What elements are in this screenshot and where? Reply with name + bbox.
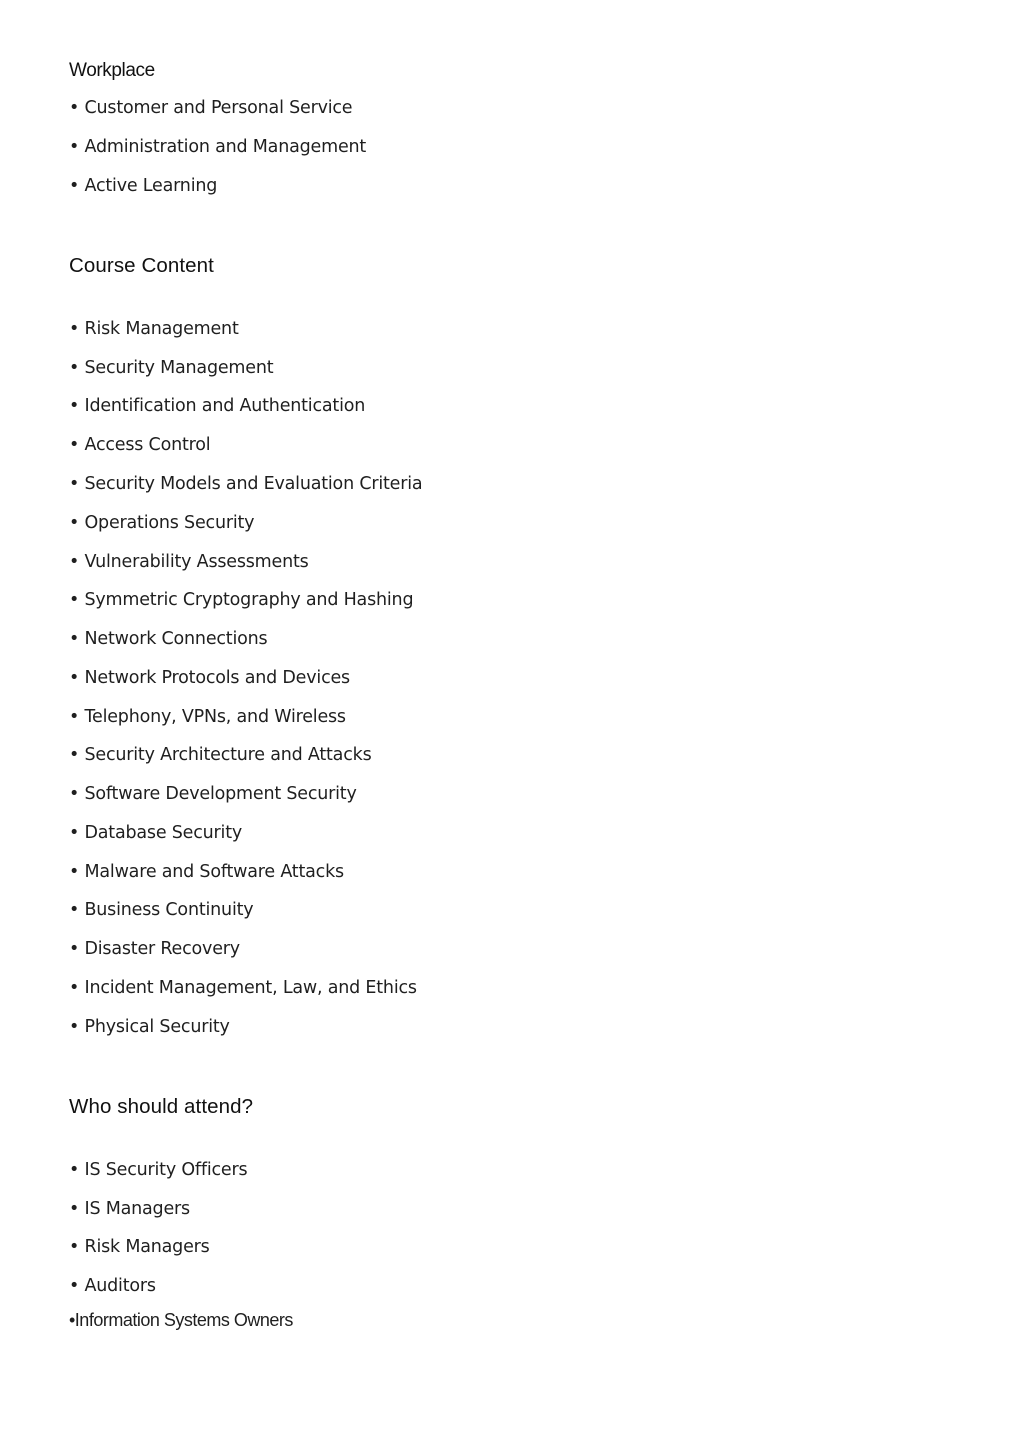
course-content-item: • Operations Security: [69, 513, 255, 533]
course-content-item: • Identification and Authentication: [69, 396, 366, 416]
workplace-item: • Customer and Personal Service: [69, 98, 353, 118]
course-content-item: • Network Protocols and Devices: [69, 668, 350, 688]
course-content-item: • Access Control: [69, 435, 211, 455]
attendee-item: • Risk Managers: [69, 1237, 210, 1257]
attendee-item: •Information Systems Owners: [69, 1310, 293, 1330]
course-content-item: • Database Security: [69, 823, 243, 843]
course-content-item: • Security Architecture and Attacks: [69, 745, 372, 765]
course-content-item: • Symmetric Cryptography and Hashing: [69, 590, 414, 610]
workplace-title: Workplace: [69, 60, 155, 81]
who-should-attend-heading: Who should attend?: [69, 1095, 254, 1118]
course-content-item: • Telephony, VPNs, and Wireless: [69, 707, 346, 727]
course-content-item: • Business Continuity: [69, 900, 254, 920]
workplace-item: • Administration and Management: [69, 137, 367, 157]
course-content-item: • Security Management: [69, 358, 274, 378]
course-content-item: • Malware and Software Attacks: [69, 862, 344, 882]
course-content-item: • Disaster Recovery: [69, 939, 240, 959]
attendee-item: • Auditors: [69, 1276, 156, 1296]
course-content-item: • Risk Management: [69, 319, 239, 339]
course-content-item: • Security Models and Evaluation Criteria: [69, 474, 423, 494]
attendee-item: • IS Security Officers: [69, 1160, 248, 1180]
course-content-item: • Software Development Security: [69, 784, 357, 804]
course-content-item: • Incident Management, Law, and Ethics: [69, 978, 417, 998]
course-content-item: • Physical Security: [69, 1017, 230, 1037]
course-content-item: • Vulnerability Assessments: [69, 552, 309, 572]
attendee-item: • IS Managers: [69, 1199, 190, 1219]
course-content-item: • Network Connections: [69, 629, 268, 649]
workplace-item: • Active Learning: [69, 176, 218, 196]
course-content-heading: Course Content: [69, 254, 214, 277]
